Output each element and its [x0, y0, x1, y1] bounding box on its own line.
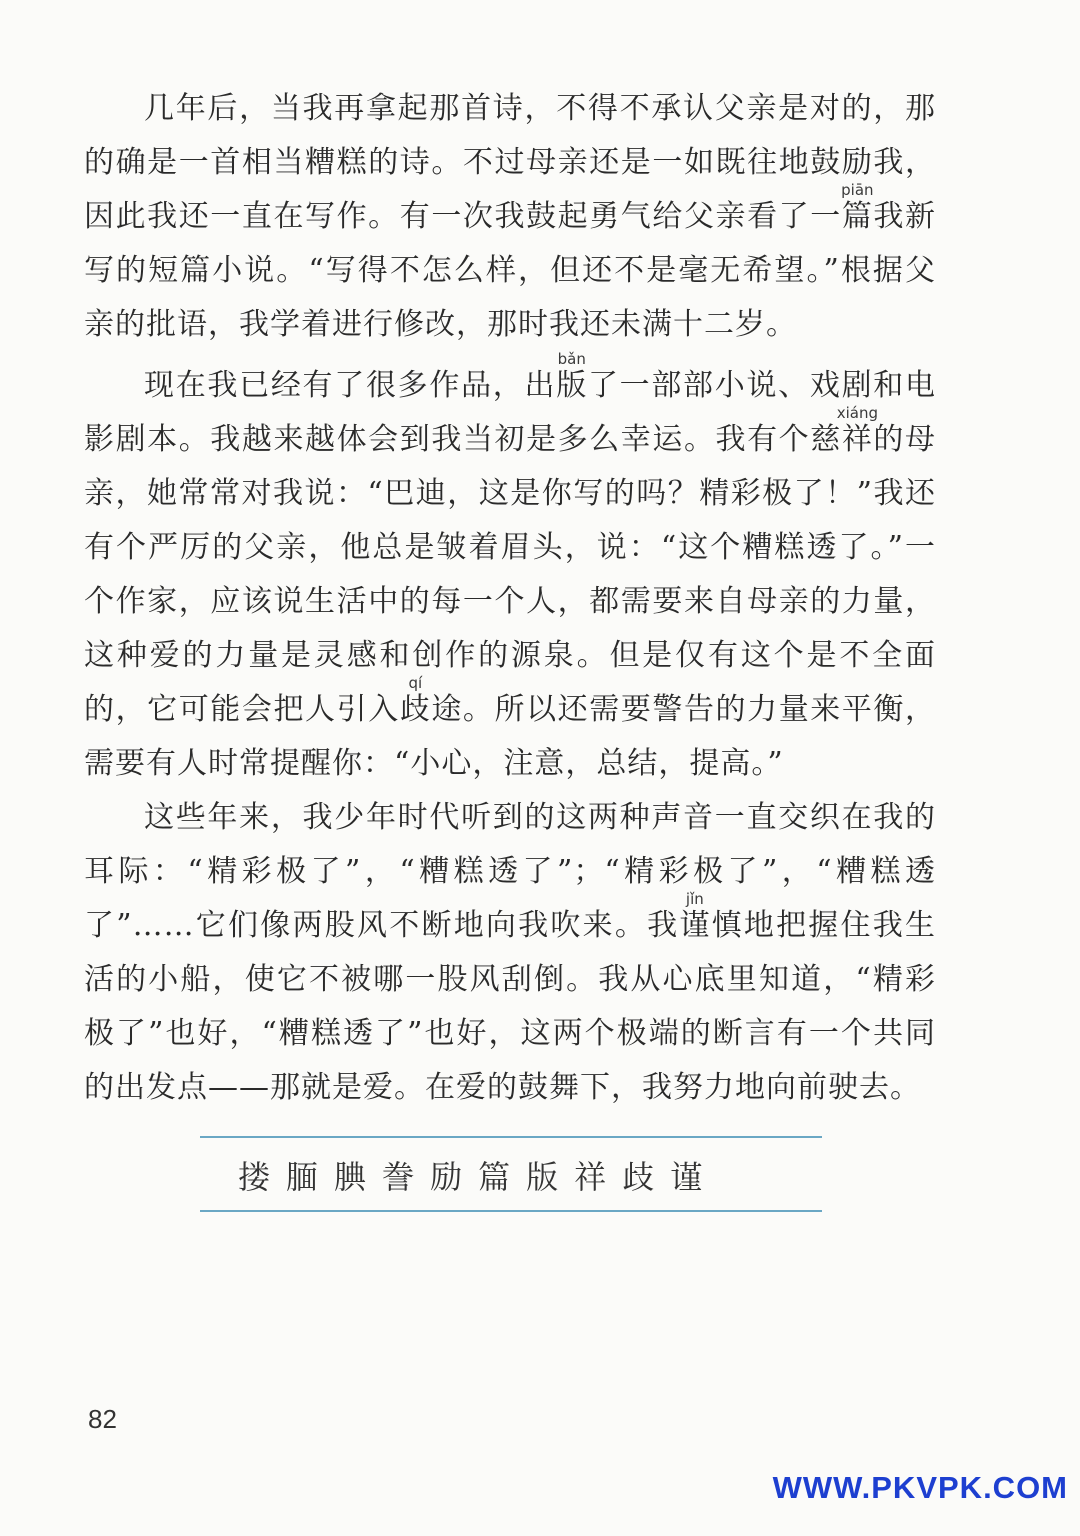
vocab-char: 腆 [334, 1158, 367, 1196]
pinyin-annotated-char: 祥xiáng [836, 404, 878, 457]
vocab-char: 励 [430, 1158, 463, 1196]
vocabulary-list [238, 1152, 802, 1198]
site-watermark: WWW.PKVPK.COM [772, 1470, 1068, 1505]
vocab-char: 誊 [382, 1158, 415, 1196]
vocab-char: 搂 [238, 1158, 271, 1196]
text-run: 这些年来，我少年时代听到的这两种声音一直交织在我的耳际：“精彩极了”，“糟糕透了”；“精彩极了”，“糟糕透了”……它们像两股风不断地向我吹来。我 [84, 800, 936, 943]
body-text [84, 82, 936, 1115]
paragraph-2 [84, 352, 936, 791]
pinyin: piān [841, 181, 874, 199]
pinyin-annotated-char: 篇piān [841, 181, 874, 234]
vocab-char: 歧 [622, 1158, 655, 1196]
text-run: 几年后，当我再拿起那首诗，不得不承认父亲是对的，那的确是一首相当糟糕的诗。不过母亲还是一如既往地鼓励我，因此我还一直在写作。有一次我鼓起勇气给父亲看了一 [84, 91, 936, 234]
page-number: 82 [88, 1404, 117, 1434]
pinyin: qí [399, 674, 431, 692]
text-run: 现在我已经有了很多作品，出 [144, 368, 557, 403]
pinyin: jǐn [679, 890, 711, 908]
vocab-char: 祥 [574, 1158, 607, 1196]
paragraph-1 [84, 82, 936, 352]
vocab-char: 版 [526, 1158, 559, 1196]
text-run: 慎地把握住我生活的小船，使它不被哪一股风刮倒。我从心底里知道，“精彩极了”也好，“糟糕透了”也好，这两个极端的断言有一个共同的出发点——那就是爱。在爱的鼓舞下，我努力地向前驶去。 [84, 908, 937, 1105]
paragraph-3 [84, 791, 936, 1115]
vocab-char: 篇 [478, 1158, 511, 1196]
text-run: 途。所以还需要警告的力量来平衡，需要有人时常提醒你：“小心，注意，总结，提高。” [84, 692, 937, 781]
text-run: 了一部部小说、戏剧和电影剧本。我越来越体会到我当初是多么幸运。我有个慈 [84, 368, 937, 457]
pinyin-annotated-char: 谨jǐn [679, 890, 712, 943]
pinyin-annotated-char: 歧qí [399, 674, 432, 727]
pinyin: bǎn [556, 350, 588, 368]
vocab-char: 腼 [286, 1158, 319, 1196]
pinyin: xiáng [836, 404, 878, 422]
text-run: 的母亲，她常常对我说：“巴迪，这是你写的吗？精彩极了！”我还有个严厉的父亲，他总是皱着眉头，说：“这个糟糕透了。”一个作家，应该说生活中的每一个人，都需要来自母亲的力量，这种爱的力量是灵感和创作的源泉。但是仅有这个是不全面的，它可能会把人引入 [84, 422, 936, 727]
vocab-char: 谨 [670, 1158, 703, 1196]
pinyin-annotated-char: 版bǎn [556, 350, 588, 403]
text-run: 我新写的短篇小说。“写得不怎么样，但还不是毫无希望。”根据父亲的批语，我学着进行修改，那时我还未满十二岁。 [84, 199, 936, 342]
vocabulary-box [200, 1136, 822, 1212]
